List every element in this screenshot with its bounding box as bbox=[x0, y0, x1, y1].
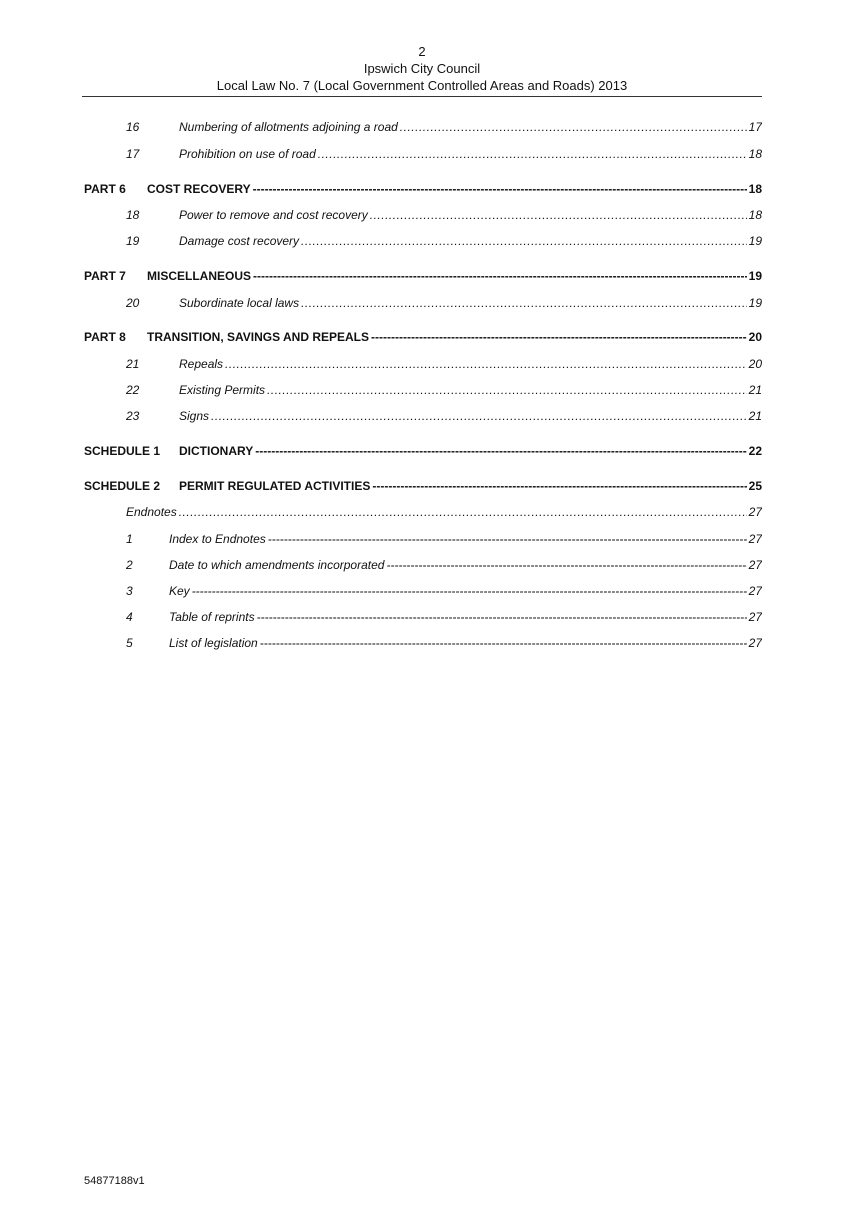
toc-entry-page: 18 bbox=[748, 147, 762, 161]
toc-entry-title: Signs bbox=[179, 409, 210, 423]
toc-entry-number: 17 bbox=[126, 147, 140, 161]
toc-part-page: 19 bbox=[748, 269, 762, 283]
toc-entry-19[interactable] bbox=[126, 233, 762, 249]
toc-entry-number: 20 bbox=[126, 296, 140, 310]
toc-endnote-1[interactable] bbox=[126, 531, 762, 547]
toc-entry-title: Table of reprints bbox=[169, 610, 255, 624]
toc-entry-page: 19 bbox=[748, 234, 762, 248]
toc-entry-number: 18 bbox=[126, 208, 140, 222]
toc-schedule-page: 25 bbox=[748, 479, 762, 493]
council-name: Ipswich City Council bbox=[363, 61, 481, 76]
toc-schedule-2[interactable] bbox=[84, 478, 762, 494]
toc-part-title: MISCELLANEOUS bbox=[147, 269, 252, 283]
toc-entry-page: 27 bbox=[748, 610, 762, 624]
toc-entry-page: 20 bbox=[748, 357, 762, 371]
toc-part-label: PART 8 bbox=[84, 330, 126, 344]
toc-entry-22[interactable] bbox=[126, 382, 762, 398]
dot-leader bbox=[370, 207, 747, 223]
toc-entry-title: Power to remove and cost recovery bbox=[179, 208, 368, 222]
toc-entry-page: 27 bbox=[748, 584, 762, 598]
dash-leader bbox=[257, 609, 747, 625]
toc-entry-number: 21 bbox=[126, 357, 140, 371]
toc-entry-page: 27 bbox=[748, 532, 762, 546]
toc-entry-number: 3 bbox=[126, 584, 133, 598]
header-divider bbox=[82, 96, 762, 97]
toc-schedule-page: 22 bbox=[748, 444, 762, 458]
toc-endnote-2[interactable] bbox=[126, 557, 762, 573]
toc-entry-number: 2 bbox=[126, 558, 133, 572]
toc-part-8[interactable] bbox=[84, 329, 762, 345]
toc-entry-number: 23 bbox=[126, 409, 140, 423]
dash-leader bbox=[260, 635, 747, 651]
toc-endnotes-title: Endnotes bbox=[126, 505, 177, 519]
toc-entry-number: 4 bbox=[126, 610, 133, 624]
dash-leader bbox=[253, 181, 747, 197]
dot-leader bbox=[225, 356, 747, 372]
toc-endnote-5[interactable] bbox=[126, 635, 762, 651]
dash-leader bbox=[268, 531, 747, 547]
toc-entry-18[interactable] bbox=[126, 207, 762, 223]
dash-leader bbox=[386, 557, 746, 573]
dash-leader bbox=[253, 268, 747, 284]
dot-leader bbox=[211, 408, 747, 424]
toc-entry-page: 21 bbox=[748, 383, 762, 397]
toc-part-title: TRANSITION, SAVINGS AND REPEALS bbox=[147, 330, 370, 344]
toc-schedule-title: PERMIT REGULATED ACTIVITIES bbox=[179, 479, 371, 493]
toc-schedule-label: SCHEDULE 1 bbox=[84, 444, 161, 458]
page-number: 2 bbox=[418, 44, 426, 59]
dot-leader bbox=[400, 119, 747, 135]
toc-part-7[interactable] bbox=[84, 268, 762, 284]
toc-schedule-label: SCHEDULE 2 bbox=[84, 479, 161, 493]
dot-leader bbox=[179, 504, 747, 520]
toc-entry-title: Existing Permits bbox=[179, 383, 266, 397]
dot-leader bbox=[267, 382, 747, 398]
toc-endnotes-page: 27 bbox=[748, 505, 762, 519]
toc-entry-number: 22 bbox=[126, 383, 140, 397]
toc-entry-page: 19 bbox=[748, 296, 762, 310]
toc-part-title: COST RECOVERY bbox=[147, 182, 251, 196]
toc-entry-page: 18 bbox=[748, 208, 762, 222]
dash-leader bbox=[372, 478, 746, 494]
toc-entry-title: Date to which amendments incorporated bbox=[169, 558, 385, 572]
toc-endnote-4[interactable] bbox=[126, 609, 762, 625]
toc-entry-page: 17 bbox=[748, 120, 762, 134]
toc-entry-page: 21 bbox=[748, 409, 762, 423]
toc-schedule-title: DICTIONARY bbox=[179, 444, 254, 458]
toc-entry-title: Prohibition on use of road bbox=[179, 147, 316, 161]
toc-schedule-1[interactable] bbox=[84, 443, 762, 459]
toc-entry-title: Repeals bbox=[179, 357, 224, 371]
toc-entry-title: Numbering of allotments adjoining a road bbox=[179, 120, 398, 134]
toc-endnote-3[interactable] bbox=[126, 583, 762, 599]
dot-leader bbox=[318, 146, 747, 162]
toc-entry-page: 27 bbox=[748, 558, 762, 572]
toc-entry-16[interactable] bbox=[126, 119, 762, 135]
toc-endnotes[interactable] bbox=[126, 504, 762, 520]
dot-leader bbox=[301, 295, 747, 311]
toc-entry-21[interactable] bbox=[126, 356, 762, 372]
toc-entry-title: Key bbox=[169, 584, 190, 598]
dash-leader bbox=[371, 329, 747, 345]
toc-entry-page: 27 bbox=[748, 636, 762, 650]
toc-part-page: 18 bbox=[748, 182, 762, 196]
toc-entry-17[interactable] bbox=[126, 146, 762, 162]
dot-leader bbox=[301, 233, 747, 249]
toc-entry-23[interactable] bbox=[126, 408, 762, 424]
toc-entry-number: 5 bbox=[126, 636, 133, 650]
toc-part-page: 20 bbox=[748, 330, 762, 344]
law-title: Local Law No. 7 (Local Government Controlled Areas and Roads) 2013 bbox=[216, 78, 628, 93]
dash-leader bbox=[192, 583, 747, 599]
toc-entry-number: 16 bbox=[126, 120, 140, 134]
toc-entry-title: Damage cost recovery bbox=[179, 234, 300, 248]
toc-entry-20[interactable] bbox=[126, 295, 762, 311]
toc-part-6[interactable] bbox=[84, 181, 762, 197]
toc-entry-number: 19 bbox=[126, 234, 140, 248]
toc-entry-number: 1 bbox=[126, 532, 133, 546]
toc-entry-title: Index to Endnotes bbox=[169, 532, 266, 546]
dash-leader bbox=[255, 443, 746, 459]
document-id: 54877188v1 bbox=[84, 1175, 145, 1187]
toc-entry-title: Subordinate local laws bbox=[179, 296, 300, 310]
toc-part-label: PART 7 bbox=[84, 269, 126, 283]
toc-part-label: PART 6 bbox=[84, 182, 126, 196]
toc-entry-title: List of legislation bbox=[169, 636, 258, 650]
